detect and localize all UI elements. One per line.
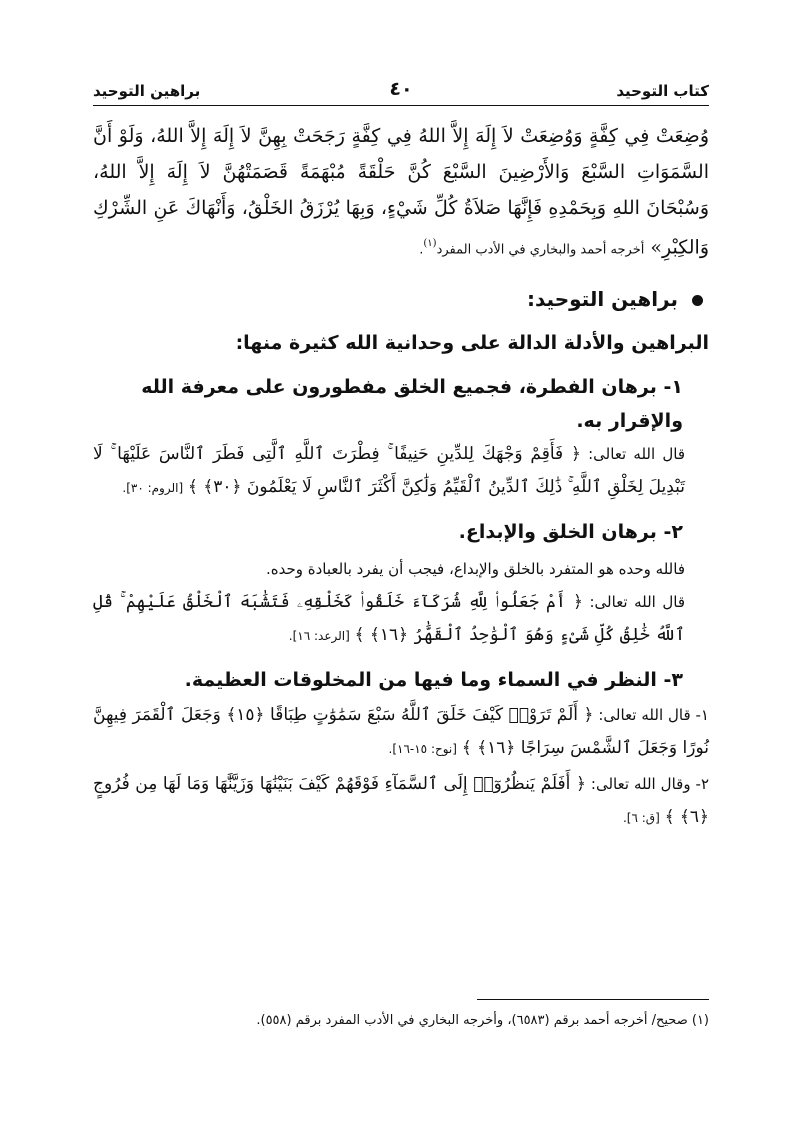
proof-3-item-1-verse: ﴿ أَلَمْ تَرَوْا۟ كَيْفَ خَلَقَ ٱللَّهُ سَبْعَ سَمَٰوَٰتٍ طِبَاقًا ﴿١٥﴾ وَجَعَلَ ٱلْقَمَرَ فِيهِنَّ نُورًا وَجَعَلَ ٱلشَّمْسَ سِرَاجًا ﴿١٦﴾ ﴾ — [93, 705, 709, 759]
proof-2-text: فالله وحده هو المتفرد بالخلق والإبداع، فيجب أن يفرد بالعبادة وحده. — [265, 560, 685, 579]
book-title: كتاب التوحيد — [616, 82, 709, 100]
proof-3-item-2-lead: ٢- وقال الله تعالى: — [590, 775, 709, 794]
proof-1-quote — [93, 438, 709, 505]
footnote: (١) صحيح/ أخرجه أحمد برقم (٦٥٨٣)، وأخرجه البخاري في الأدب المفرد برقم (٥٥٨). — [256, 1013, 709, 1028]
proof-3-heading: ٣- النظر في السماء وما فيها من المخلوقات العظيمة. — [184, 669, 683, 692]
proof-1-heading: ١- برهان الفطرة، فجميع الخلق مفطورون على معرفة الله والإقرار به. — [141, 376, 683, 433]
proof-2-ref: [الرعد: ١٦]. — [288, 629, 350, 644]
proof-3-item-1 — [93, 699, 709, 766]
section-intro: البراهين والأدلة الدالة على وحدانية الله كثيرة منها: — [235, 332, 709, 355]
proof-3-item-1-ref: [نوح: ١٥-١٦]. — [388, 742, 457, 757]
page-header — [93, 78, 709, 104]
proof-2-quote — [93, 586, 709, 653]
hadith-reference-end: . — [419, 242, 424, 258]
section-title-text: براهين التوحيد: — [527, 287, 678, 312]
proof-1-lead: قال الله تعالى: — [588, 445, 685, 464]
proof-2-heading: ٢- برهان الخلق والإبداع. — [458, 521, 683, 544]
hadith-reference: أخرجه أحمد والبخاري في الأدب المفرد — [436, 242, 645, 258]
proof-3-item-1-lead: ١- قال الله تعالى: — [598, 706, 709, 725]
proof-3-item-2-ref: [ق: ٦]. — [622, 811, 660, 826]
footnote-divider — [477, 999, 709, 1000]
proof-1-ref: [الروم: ٣٠]. — [122, 481, 184, 496]
section-title — [93, 282, 709, 316]
chapter-title: براهين التوحيد — [93, 82, 201, 100]
proof-3-item-2 — [93, 768, 709, 835]
footnote-marker[interactable]: (١) — [423, 238, 437, 249]
proof-1-verse: ﴿ فَأَقِمْ وَجْهَكَ لِلدِّينِ حَنِيفًا ۚ فِطْرَتَ ٱللَّهِ ٱلَّتِى فَطَرَ ٱلنَّاسَ عَلَيْهَا ۚ لَا تَبْدِيلَ لِخَلْقِ ٱللَّهِ ۚ ذَٰلِكَ ٱلدِّينُ ٱلْقَيِّمُ وَلَٰكِنَّ أَكْثَرَ ٱلنَّاسِ لَا يَعْلَمُونَ ﴿٣٠﴾ ﴾ — [93, 444, 685, 498]
hadith-paragraph — [93, 118, 709, 268]
page-body — [93, 118, 709, 835]
header-divider — [93, 105, 709, 106]
proof-2-verse: ﴿ أَمْ جَعَلُوا۟ لِلَّهِ شُرَكَآءَ خَلَقُوا۟ كَخَلْقِهِۦ فَتَشَٰبَهَ ٱلْخَلْقُ عَلَيْهِمْ ۚ قُلِ ٱللَّهُ خَٰلِقُ كُلِّ شَىْءٍ وَهُوَ ٱلْوَٰحِدُ ٱلْقَهَّٰرُ ﴿١٦﴾ ﴾ — [93, 592, 685, 646]
page-number: ٤٠ — [389, 78, 413, 100]
bullet-icon — [692, 295, 703, 306]
proof-3-item-2-verse: ﴿ أَفَلَمْ يَنظُرُوٓا۟ إِلَى ٱلسَّمَآءِ فَوْقَهُمْ كَيْفَ بَنَيْنَٰهَا وَزَيَّنَّٰهَا وَمَا لَهَا مِن فُرُوجٍ ﴿٦﴾ ﴾ — [93, 774, 709, 828]
proof-2-lead: قال الله تعالى: — [589, 593, 685, 612]
hadith-text: وُضِعَتْ فِي كِفَّةٍ وَوُضِعَتْ لاَ إِلَهَ إِلاَّ اللهُ فِي كِفَّةٍ رَجَحَتْ بِهِنَّ لاَ إِلَهَ إِلاَّ اللهُ، وَلَوْ أَنَّ السَّمَوَاتِ السَّبْعَ وَالأَرْضِينَ السَّبْعَ كُنَّ حَلْقَةً مُبْهَمَةً قَصَمَتْهُنَّ لاَ إِلَهَ إِلاَّ اللهُ، وَسُبْحَانَ اللهِ وَبِحَمْدِهِ فَإِنَّهَا صَلاَةُ كُلِّ شَيْءٍ، وَبِهَا يُرْزَقُ الخَلْقُ، وَأَنْهَاكَ عَنِ الشِّرْكِ وَالكِبْرِ» — [93, 125, 709, 259]
